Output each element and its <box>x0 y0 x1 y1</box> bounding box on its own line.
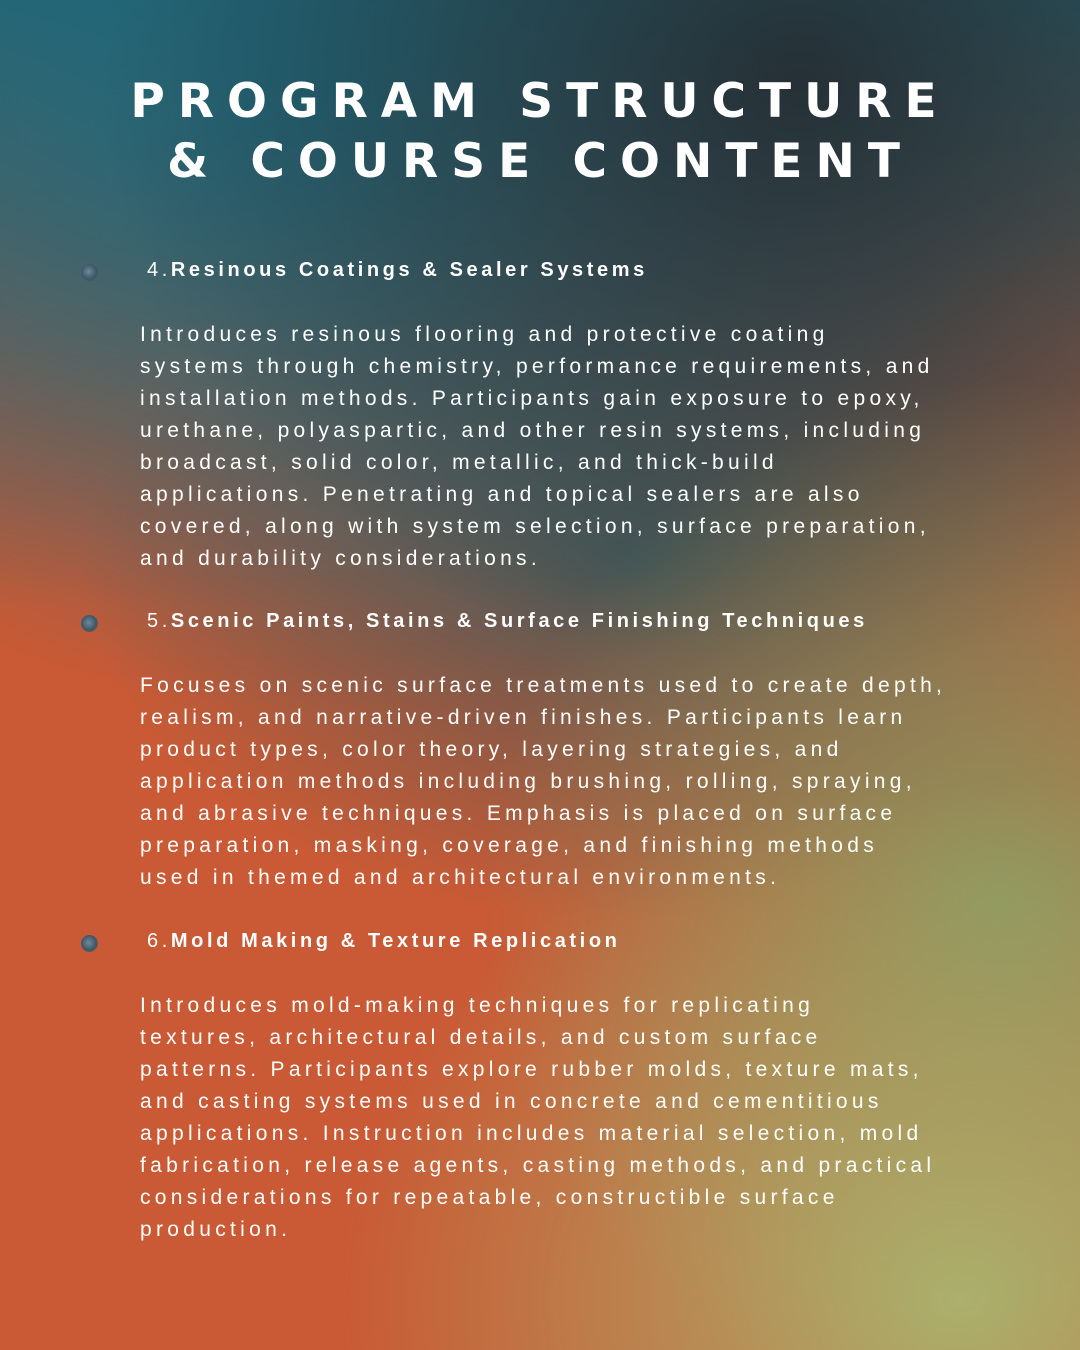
bullet-dot-icon <box>81 615 98 632</box>
bullet-dot-icon <box>81 264 98 281</box>
description-line: production. <box>140 1218 292 1241</box>
section-number: 4. <box>147 259 171 281</box>
section-title: Mold Making & Texture Replication <box>170 930 621 952</box>
section-heading <box>147 609 868 633</box>
description-line: fabrication, release agents, casting methods, and practical <box>140 1154 936 1177</box>
section-number: 5. <box>147 610 171 632</box>
description-line: considerations for repeatable, constructible surface <box>140 1186 839 1209</box>
description-line: Focuses on scenic surface treatments used to create depth, <box>140 674 947 697</box>
description-line: systems through chemistry, performance requirements, and <box>140 355 934 378</box>
page-title-line-2: & COURSE CONTENT <box>167 134 913 189</box>
description-line: product types, color theory, layering strategies, and <box>140 738 843 761</box>
section-description <box>140 990 1020 1246</box>
section-title: Scenic Paints, Stains & Surface Finishing Techniques <box>170 610 868 632</box>
description-line: broadcast, solid color, metallic, and thick-build <box>140 451 778 474</box>
description-line: and durability considerations. <box>140 547 541 570</box>
description-line: patterns. Participants explore rubber molds, texture mats, <box>140 1058 923 1081</box>
description-line: covered, along with system selection, surface preparation, <box>140 515 930 538</box>
description-line: textures, architectural details, and custom surface <box>140 1026 822 1049</box>
section-description <box>140 670 1020 894</box>
description-line: applications. Penetrating and topical sealers are also <box>140 483 864 506</box>
description-line: and casting systems used in concrete and cementitious <box>140 1090 883 1113</box>
section-heading <box>147 258 648 282</box>
description-line: Introduces mold-making techniques for replicating <box>140 994 815 1017</box>
description-line: Introduces resinous flooring and protective coating <box>140 323 829 346</box>
bullet-dot-icon <box>81 935 98 952</box>
description-line: used in themed and architectural environments. <box>140 866 781 889</box>
page-title <box>0 72 1080 192</box>
section-title: Resinous Coatings & Sealer Systems <box>170 259 648 281</box>
description-line: applications. Instruction includes material selection, mold <box>140 1122 923 1145</box>
section-heading <box>147 929 620 953</box>
description-line: realism, and narrative-driven finishes. Participants learn <box>140 706 907 729</box>
description-line: and abrasive techniques. Emphasis is placed on surface <box>140 802 897 825</box>
description-line: installation methods. Participants gain exposure to epoxy, <box>140 387 924 410</box>
page-title-line-1: PROGRAM STRUCTURE <box>130 74 950 129</box>
section-number: 6. <box>147 930 171 952</box>
description-line: application methods including brushing, rolling, spraying, <box>140 770 916 793</box>
description-line: urethane, polyaspartic, and other resin systems, including <box>140 419 926 442</box>
section-description <box>140 319 1020 575</box>
description-line: preparation, masking, coverage, and finishing methods <box>140 834 879 857</box>
